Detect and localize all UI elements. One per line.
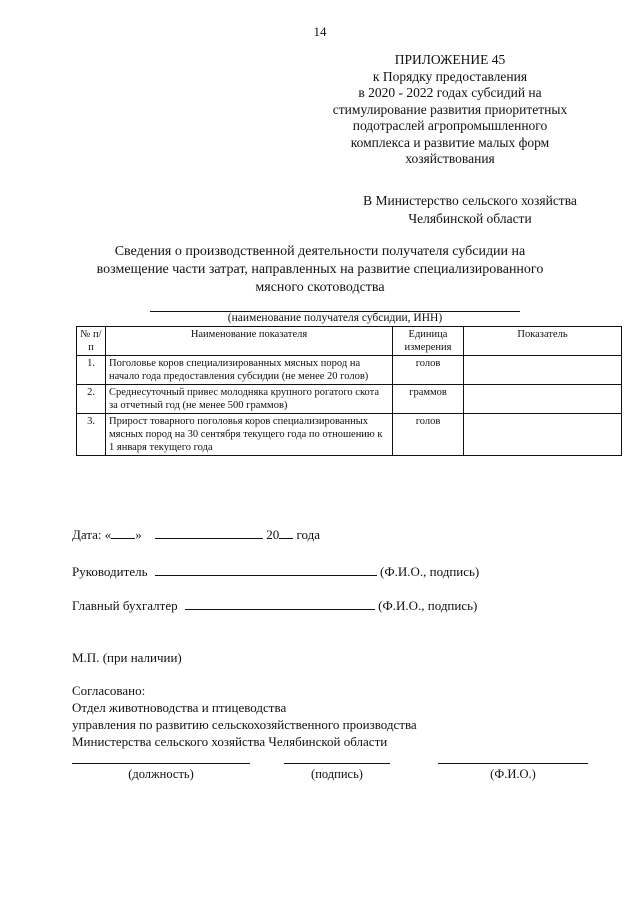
recipient-name-caption: (наименование получателя субсидии, ИНН)	[227, 312, 443, 324]
table-header-row	[77, 327, 622, 356]
recipient-block	[330, 192, 610, 228]
position-field[interactable]	[72, 763, 250, 764]
row-num: 3.	[77, 414, 106, 456]
appendix-line: к Порядку предоставления	[372, 68, 528, 84]
appendix-line: комплекса и развитие малых форм	[350, 134, 550, 150]
head-signature-line	[72, 563, 479, 580]
accountant-signature-field[interactable]	[185, 597, 375, 610]
header-unit: Единица измерения	[393, 327, 464, 356]
signature-caption: (подпись)	[311, 767, 363, 781]
recipient-line-1: В Министерство сельского хозяйства	[363, 193, 577, 208]
head-suffix: (Ф.И.О., подпись)	[380, 564, 480, 579]
row-unit: голов	[393, 414, 464, 456]
appendix-line: стимулирование развития приоритетных	[332, 101, 568, 117]
date-month-field[interactable]	[155, 526, 263, 539]
date-mid: »	[135, 527, 142, 542]
row-name: Среднесуточный привес молодняка крупного рогатого скота за отчетный год (не менее 500 граммов)	[106, 385, 393, 414]
recipient-line-2: Челябинской области	[408, 211, 532, 226]
fio-caption: (Ф.И.О.)	[490, 767, 536, 781]
row-name: Поголовье коров специализированных мясных пород на начало года предоставления субсидии (не менее 20 голов)	[106, 356, 393, 385]
document-title	[40, 243, 600, 297]
date-line	[72, 526, 320, 543]
date-day-field[interactable]	[111, 526, 135, 539]
head-signature-field[interactable]	[155, 563, 377, 576]
header-value: Показатель	[464, 327, 622, 356]
row-num: 2.	[77, 385, 106, 414]
head-label: Руководитель	[72, 564, 148, 579]
accountant-suffix: (Ф.И.О., подпись)	[378, 598, 478, 613]
header-name: Наименование показателя	[106, 327, 393, 356]
approval-line-1: Отдел животноводства и птицеводства	[72, 700, 287, 715]
table-row	[77, 385, 622, 414]
date-suffix: года	[296, 527, 321, 542]
accountant-signature-line	[72, 597, 477, 614]
signature-field[interactable]	[284, 763, 390, 764]
header-num: № п/п	[77, 327, 106, 356]
appendix-line: в 2020 - 2022 годах субсидий на	[358, 85, 542, 100]
indicators-table	[76, 326, 622, 456]
title-line-1: Сведения о производственной деятельности получателя субсидии на	[114, 244, 526, 259]
row-value-cell[interactable]	[464, 356, 622, 385]
approval-heading: Согласовано:	[72, 683, 146, 698]
row-num: 1.	[77, 356, 106, 385]
appendix-line: хозяйствования	[405, 151, 495, 166]
stamp-note: М.П. (при наличии)	[72, 650, 182, 665]
row-value-cell[interactable]	[464, 385, 622, 414]
table-row	[77, 414, 622, 456]
title-line-2: возмещение части затрат, направленных на развитие специализированного	[96, 262, 544, 277]
row-name: Прирост товарного поголовья коров специализированных мясных пород на 30 сентября текущего года по отношению к 1 января текущего года	[106, 414, 393, 456]
date-prefix: Дата: «	[72, 527, 112, 542]
row-unit: граммов	[393, 385, 464, 414]
row-value-cell[interactable]	[464, 414, 622, 456]
fio-field[interactable]	[438, 763, 588, 764]
date-year-field[interactable]	[279, 526, 293, 539]
table-row	[77, 356, 622, 385]
appendix-block	[290, 52, 610, 168]
accountant-label: Главный бухгалтер	[72, 598, 178, 613]
appendix-line: ПРИЛОЖЕНИЕ 45	[394, 52, 506, 67]
approval-line-2: управления по развитию сельскохозяйственного производства	[72, 717, 417, 732]
approval-line-3: Министерства сельского хозяйства Челябинской области	[72, 734, 388, 749]
row-unit: голов	[393, 356, 464, 385]
title-line-3: мясного скотоводства	[255, 280, 385, 295]
appendix-line: подотраслей агропромышленного	[352, 118, 548, 133]
position-caption: (должность)	[128, 767, 194, 781]
page-number: 14	[313, 24, 327, 39]
date-year-prefix: 20	[266, 527, 280, 542]
approval-block	[72, 682, 417, 750]
